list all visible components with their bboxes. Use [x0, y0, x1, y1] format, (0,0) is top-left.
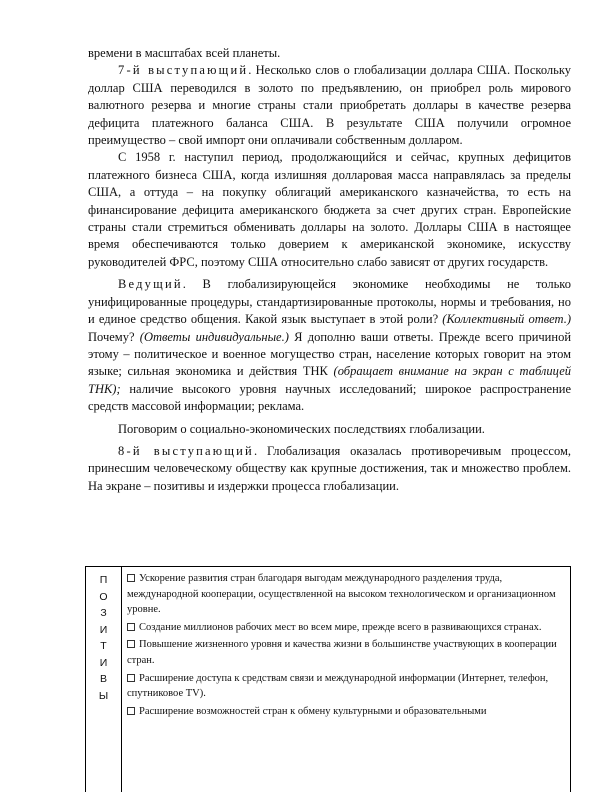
heading-letter: П [99, 574, 108, 586]
heading-letter: Ы [98, 689, 109, 702]
paragraph-text: Я дополню ваши ответы. Прежде всего причиной этому – политическое и военное могущество стран, население которых говорит на этом языке; сильная экономика и действия ТНК [88, 329, 572, 379]
paragraph-speaker-7 [88, 62, 571, 149]
paragraph-text: . Глобализация оказалась противоречивым процессом, принесшим человеческому обществу как крупные достижения, так и множество проблем. На экране – позитивы и издержки процесса глобализации. [88, 443, 571, 493]
checkbox-icon [127, 623, 135, 631]
list-item-text: Расширение возможностей стран к обмену культурными и образовательными [139, 705, 487, 717]
paragraph-consequences: Поговорим о социально-экономических последствиях глобализации. [118, 421, 485, 436]
checkbox-icon [127, 707, 135, 715]
list-item [127, 704, 564, 720]
body-text [88, 45, 571, 495]
paragraph-1958: С 1958 г. наступил период, продолжающийся и сейчас, крупных дефицитов платежного бизнеса США, когда излишняя долларовая масса направлялась за пределы США, а оттуда – на покупку облигаций американского казначейства, то есть на финансирование дефицита американского бюджета за счет других стран. Европейские страны стали стремиться обменивать доллары на золото. Доллары США в настоящее время обеспечиваются только доверием к американской экономике, искусству руководителей ФРС, поэтому США относительно слабо зависят от других государств. [88, 150, 571, 269]
heading-letter: Т [100, 640, 107, 652]
stage-note: (Коллективный ответ.) [442, 312, 572, 327]
paragraph-text: Почему? [88, 329, 140, 344]
paragraph-speaker-8 [88, 443, 571, 495]
list-item [127, 571, 564, 618]
checkbox-icon [127, 674, 135, 682]
heading-letter: И [99, 656, 108, 669]
positives-list [122, 567, 570, 792]
list-item [127, 620, 564, 636]
list-item-text: Повышение жизненного уровня и качества жизни в большинстве участвующих в кооперации стран. [127, 639, 557, 666]
paragraph-host [88, 276, 571, 415]
heading-letter: И [99, 623, 108, 636]
list-item [127, 671, 564, 702]
paragraph-text: наличие высокого уровня научных исследований; широкое распространение средств массовой информации; реклама. [88, 381, 571, 414]
paragraph-continuation: времени в масштабах всей планеты. [88, 46, 281, 60]
list-item-text: Расширение доступа к средствам связи и международной информации (Интернет, телефон, спутниковое TV). [127, 672, 549, 700]
stage-note: (обращает внимание на экран с таблицей ТНК); [88, 364, 571, 396]
list-item [127, 637, 564, 668]
heading-letter: О [99, 590, 108, 603]
checkbox-icon [127, 640, 135, 648]
heading-letter: В [99, 673, 107, 685]
paragraph-text: . Несколько слов о глобализации доллара США. Поскольку доллар США переводился в золото по предъявлению, он приобрел роль мирового валютного резерва и многие страны стали приобретать доллары в качестве резерва дефицита платежного баланса США. В результате США получили огромное преимущество – свой импорт они оплачивали собственным долларом. [88, 63, 571, 148]
heading-letter: З [100, 607, 107, 619]
speaker-label: 8-й выступающий [118, 443, 254, 458]
speaker-label: Ведущий [118, 277, 183, 292]
list-item-text: Ускорение развития стран благодаря выгодам международного разделения труда, международной кооперации, осуществленной на высоком технологическом и организационном уровне. [127, 573, 556, 616]
speaker-label: 7-й выступающий [118, 63, 249, 78]
stage-note: (Ответы индивидуальные.) [139, 329, 289, 344]
paragraph-text: . В глобализирующейся экономике необходимы не только унифицированные процедуры, стандартизированные протоколы, нормы и требования, но и единое средство общения. Какой язык выступает в этой роли? [88, 277, 571, 327]
positives-table [85, 566, 571, 792]
list-item-text: Создание миллионов рабочих мест во всем мире, прежде всего в развивающихся странах. [139, 621, 542, 633]
checkbox-icon [127, 574, 135, 582]
vertical-heading [86, 567, 122, 792]
